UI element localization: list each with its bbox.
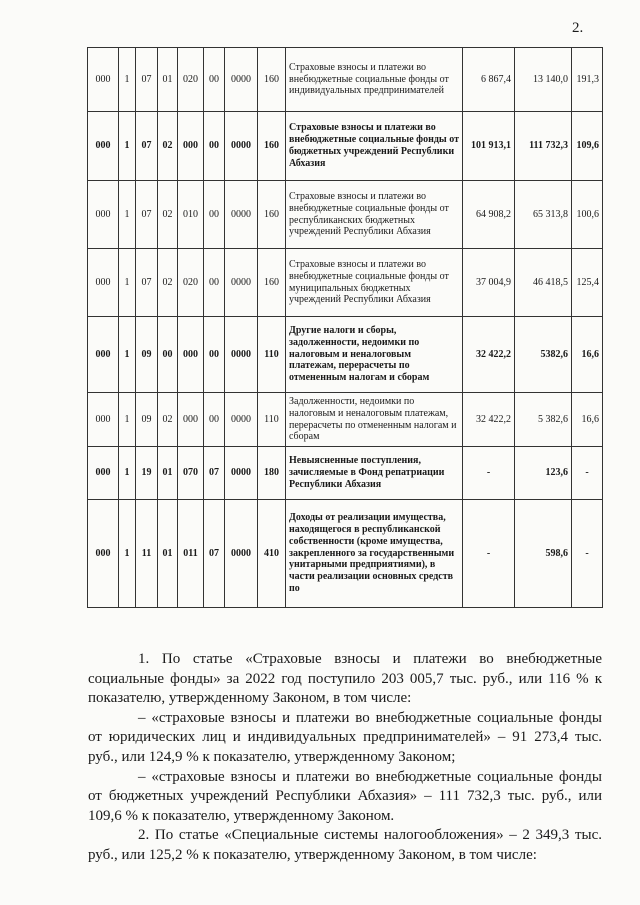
article-code: 01 — [158, 500, 178, 608]
paragraph-1: 1. По статье «Страховые взносы и платежи во внебюджетные социальные фонды» за 2022 год поступило 203 005,7 тыс. руб., или 116 % к показателю, утвержденному Законом, в том числе: — [88, 651, 602, 707]
table-row — [88, 317, 603, 393]
percent-value: 100,6 — [572, 181, 603, 249]
row-description — [286, 181, 463, 249]
subgroup-code: 11 — [136, 500, 158, 608]
group-code: 1 — [119, 317, 136, 393]
admin-code: 000 — [88, 500, 119, 608]
actual-value: 123,6 — [515, 447, 572, 500]
row-description — [286, 393, 463, 447]
program-code: 0000 — [225, 48, 258, 112]
group-code: 1 — [119, 447, 136, 500]
row-description-text: Страховые взносы и платежи во внебюджетные социальные фонды от индивидуальных предпринимателей — [289, 61, 449, 97]
econ-code: 160 — [258, 112, 286, 181]
article-code: 02 — [158, 249, 178, 317]
row-description — [286, 249, 463, 317]
article-code: 02 — [158, 393, 178, 447]
actual-value: 65 313,8 — [515, 181, 572, 249]
group-code: 1 — [119, 393, 136, 447]
admin-code: 000 — [88, 393, 119, 447]
group-code: 1 — [119, 500, 136, 608]
approved-value: 6 867,4 — [463, 48, 515, 112]
table-row — [88, 447, 603, 500]
program-code: 0000 — [225, 393, 258, 447]
percent-value: 109,6 — [572, 112, 603, 181]
percent-value: 191,3 — [572, 48, 603, 112]
element-code: 00 — [204, 181, 225, 249]
paragraph-2: – «страховые взносы и платежи во внебюджетные социальные фонды от юридических лиц и индивидуальных предпринимателей» – 91 273,4 тыс. руб., или 124,9 % к показателю, утвержденному Законом; — [88, 709, 602, 765]
admin-code: 000 — [88, 447, 119, 500]
group-code: 1 — [119, 181, 136, 249]
table-row — [88, 112, 603, 181]
subarticle-code: 070 — [178, 447, 204, 500]
page-number: 2. — [572, 20, 584, 36]
element-code: 00 — [204, 48, 225, 112]
row-description-text: Другие налоги и сборы, задолженности, недоимки по налоговым и неналоговым платежам, перерасчеты по отмененным налогам и сборам — [289, 325, 430, 384]
article-code: 00 — [158, 317, 178, 393]
percent-value: 16,6 — [572, 393, 603, 447]
subgroup-code: 19 — [136, 447, 158, 500]
article-code: 01 — [158, 447, 178, 500]
program-code: 0000 — [225, 249, 258, 317]
row-description-text: Невыясненные поступления, зачисляемые в Фонд репатриации Республики Абхазия — [289, 455, 445, 490]
paragraph-4: 2. По статье «Специальные системы налогообложения» – 2 349,3 тыс. руб., или 125,2 % к показателю, утвержденному Законом, в том числе: — [88, 827, 602, 863]
subgroup-code: 09 — [136, 393, 158, 447]
table-row — [88, 48, 603, 112]
actual-value: 5 382,6 — [515, 393, 572, 447]
percent-value: - — [572, 500, 603, 608]
subarticle-code: 010 — [178, 181, 204, 249]
admin-code: 000 — [88, 181, 119, 249]
subgroup-code: 09 — [136, 317, 158, 393]
percent-value: 16,6 — [572, 317, 603, 393]
table-row — [88, 393, 603, 447]
subgroup-code: 07 — [136, 249, 158, 317]
subgroup-code: 07 — [136, 112, 158, 181]
paragraph-3: – «страховые взносы и платежи во внебюджетные социальные фонды от бюджетных учреждений Республики Абхазия» – 111 732,3 тыс. руб., или 109,6 % к показателю, утвержденному Законом. — [88, 768, 602, 824]
program-code: 0000 — [225, 112, 258, 181]
econ-code: 180 — [258, 447, 286, 500]
approved-value: 32 422,2 — [463, 393, 515, 447]
percent-value: 125,4 — [572, 249, 603, 317]
table-row — [88, 249, 603, 317]
subarticle-code: 000 — [178, 393, 204, 447]
program-code: 0000 — [225, 317, 258, 393]
row-description-text: Доходы от реализации имущества, находящегося в республиканской собственности (кроме имущества, закрепленного за государственными унитарными предприятиями), в части реализации основных средств по — [289, 512, 455, 594]
row-description — [286, 500, 463, 608]
article-code: 01 — [158, 48, 178, 112]
subgroup-code: 07 — [136, 48, 158, 112]
subarticle-code: 000 — [178, 112, 204, 181]
approved-value: - — [463, 447, 515, 500]
table-row — [88, 181, 603, 249]
group-code: 1 — [119, 48, 136, 112]
article-code: 02 — [158, 181, 178, 249]
element-code: 07 — [204, 447, 225, 500]
row-description-text: Страховые взносы и платежи во внебюджетные социальные фонды от республиканских бюджетных учреждений Республики Абхазия — [289, 190, 449, 238]
admin-code: 000 — [88, 317, 119, 393]
admin-code: 000 — [88, 249, 119, 317]
econ-code: 160 — [258, 249, 286, 317]
percent-value: - — [572, 447, 603, 500]
subarticle-code: 020 — [178, 48, 204, 112]
admin-code: 000 — [88, 112, 119, 181]
econ-code: 110 — [258, 317, 286, 393]
actual-value: 5382,6 — [515, 317, 572, 393]
approved-value: - — [463, 500, 515, 608]
row-description — [286, 48, 463, 112]
group-code: 1 — [119, 249, 136, 317]
actual-value: 13 140,0 — [515, 48, 572, 112]
actual-value: 46 418,5 — [515, 249, 572, 317]
econ-code: 160 — [258, 181, 286, 249]
approved-value: 64 908,2 — [463, 181, 515, 249]
article-code: 02 — [158, 112, 178, 181]
element-code: 00 — [204, 249, 225, 317]
row-description — [286, 317, 463, 393]
approved-value: 101 913,1 — [463, 112, 515, 181]
actual-value: 111 732,3 — [515, 112, 572, 181]
subarticle-code: 011 — [178, 500, 204, 608]
econ-code: 110 — [258, 393, 286, 447]
approved-value: 37 004,9 — [463, 249, 515, 317]
program-code: 0000 — [225, 500, 258, 608]
subarticle-code: 020 — [178, 249, 204, 317]
row-description-text: Задолженности, недоимки по налоговым и неналоговым платежам, перерасчеты по отмененным налогам и сборам — [289, 395, 457, 443]
row-description — [286, 447, 463, 500]
subarticle-code: 000 — [178, 317, 204, 393]
revenue-table — [87, 47, 603, 608]
table-row — [88, 500, 603, 608]
element-code: 00 — [204, 112, 225, 181]
element-code: 00 — [204, 393, 225, 447]
actual-value: 598,6 — [515, 500, 572, 608]
row-description-text: Страховые взносы и платежи во внебюджетные социальные фонды от бюджетных учреждений Республики Абхазия — [289, 122, 459, 169]
row-description — [286, 112, 463, 181]
econ-code: 410 — [258, 500, 286, 608]
body-text — [88, 650, 602, 866]
row-description-text: Страховые взносы и платежи во внебюджетные социальные фонды от муниципальных бюджетных учреждений Республики Абхазия — [289, 258, 449, 306]
element-code: 00 — [204, 317, 225, 393]
approved-value: 32 422,2 — [463, 317, 515, 393]
program-code: 0000 — [225, 181, 258, 249]
element-code: 07 — [204, 500, 225, 608]
admin-code: 000 — [88, 48, 119, 112]
econ-code: 160 — [258, 48, 286, 112]
program-code: 0000 — [225, 447, 258, 500]
group-code: 1 — [119, 112, 136, 181]
subgroup-code: 07 — [136, 181, 158, 249]
